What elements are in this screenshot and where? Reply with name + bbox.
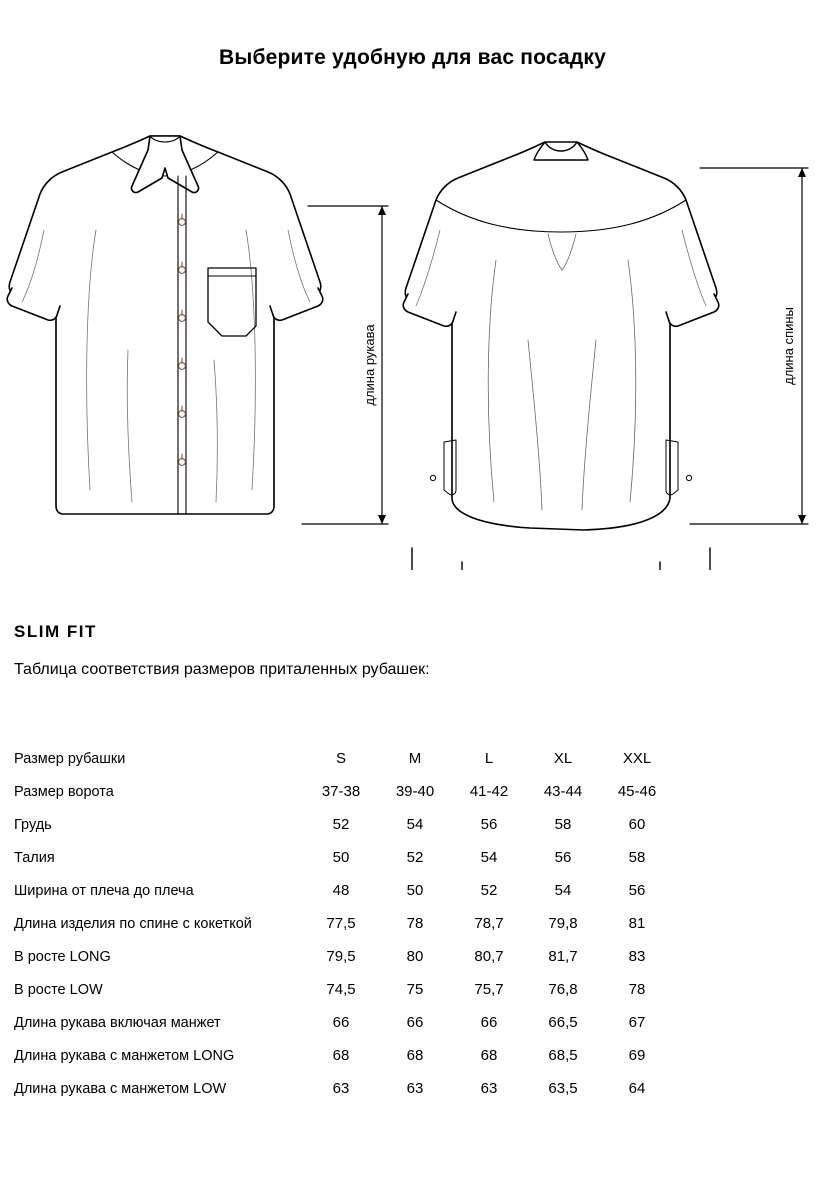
cell-value: 45-46 bbox=[617, 783, 657, 800]
cell-value: 41-42 bbox=[469, 783, 509, 800]
cell-value: 75,7 bbox=[474, 981, 504, 998]
cell-value: 50 bbox=[332, 849, 350, 866]
row-label: Длина изделия по спине с кокеткой bbox=[14, 915, 252, 932]
cell-value: 66 bbox=[332, 1014, 350, 1031]
cell-value: 68 bbox=[406, 1047, 424, 1064]
cell-value: 81,7 bbox=[548, 948, 578, 965]
cell-value: 64 bbox=[628, 1080, 646, 1097]
table-col-xl: XL bbox=[553, 750, 573, 767]
cell-value: 74,5 bbox=[326, 981, 356, 998]
cell-value: 63 bbox=[332, 1080, 350, 1097]
cell-value: 54 bbox=[554, 882, 572, 899]
cell-value: 68 bbox=[480, 1047, 498, 1064]
cell-value: 79,5 bbox=[326, 948, 356, 965]
cell-value: 76,8 bbox=[548, 981, 578, 998]
row-label: Грудь bbox=[14, 816, 52, 833]
table-row bbox=[14, 841, 674, 874]
cell-value: 63,5 bbox=[548, 1080, 578, 1097]
table-row bbox=[14, 874, 674, 907]
cell-value: 80 bbox=[406, 948, 424, 965]
cell-value: 66,5 bbox=[548, 1014, 578, 1031]
table-header-label: Размер рубашки bbox=[14, 750, 126, 767]
size-table bbox=[14, 742, 674, 1105]
cell-value: 79,8 bbox=[548, 915, 578, 932]
cell-value: 80,7 bbox=[474, 948, 504, 965]
back-dimension-label: длина спины bbox=[781, 307, 796, 385]
table-header-row bbox=[14, 742, 674, 775]
page-title: Выберите удобную для вас посадку bbox=[218, 46, 607, 69]
cell-value: 69 bbox=[628, 1047, 646, 1064]
cell-value: 54 bbox=[480, 849, 498, 866]
cell-value: 56 bbox=[480, 816, 498, 833]
row-label: Длина рукава включая манжет bbox=[14, 1014, 221, 1031]
table-row bbox=[14, 940, 674, 973]
cell-value: 78 bbox=[406, 915, 424, 932]
cell-value: 77,5 bbox=[326, 915, 356, 932]
cell-value: 50 bbox=[406, 882, 424, 899]
cell-value: 39-40 bbox=[395, 783, 435, 800]
cell-value: 66 bbox=[406, 1014, 424, 1031]
cell-value: 54 bbox=[406, 816, 424, 833]
fit-description: Таблица соответствия размеров приталенных рубашек: bbox=[14, 661, 430, 678]
cell-value: 56 bbox=[554, 849, 572, 866]
cell-value: 81 bbox=[628, 915, 646, 932]
table-row bbox=[14, 907, 674, 940]
cell-value: 58 bbox=[628, 849, 646, 866]
table-col-l: L bbox=[484, 750, 494, 767]
row-label: В росте LONG bbox=[14, 948, 111, 965]
row-label: Длина рукава с манжетом LOW bbox=[14, 1080, 227, 1097]
cell-value: 52 bbox=[332, 816, 350, 833]
row-label: Ширина от плеча до плеча bbox=[14, 882, 194, 899]
cell-value: 78,7 bbox=[474, 915, 504, 932]
cell-value: 78 bbox=[628, 981, 646, 998]
cell-value: 63 bbox=[406, 1080, 424, 1097]
sleeve-dimension-label: длина рукава bbox=[362, 324, 377, 406]
table-row bbox=[14, 808, 674, 841]
cell-value: 37-38 bbox=[321, 783, 361, 800]
cell-value: 48 bbox=[332, 882, 350, 899]
cell-value: 63 bbox=[480, 1080, 498, 1097]
back-shirt-group bbox=[403, 142, 719, 570]
table-col-m: M bbox=[408, 750, 422, 767]
cell-value: 60 bbox=[628, 816, 646, 833]
table-col-s: S bbox=[335, 750, 346, 767]
front-shirt-group bbox=[7, 136, 323, 514]
table-row bbox=[14, 1039, 674, 1072]
table-row bbox=[14, 973, 674, 1006]
table-row bbox=[14, 775, 674, 808]
row-label: Талия bbox=[14, 849, 55, 866]
cell-value: 52 bbox=[480, 882, 498, 899]
cell-value: 66 bbox=[480, 1014, 498, 1031]
cell-value: 56 bbox=[628, 882, 646, 899]
shirt-illustration bbox=[0, 110, 825, 570]
row-label: В росте LOW bbox=[14, 981, 103, 998]
cell-value: 43-44 bbox=[543, 783, 583, 800]
cell-value: 68 bbox=[332, 1047, 350, 1064]
cell-value: 52 bbox=[406, 849, 424, 866]
fit-name: SLIM FIT bbox=[14, 622, 97, 641]
cell-value: 67 bbox=[628, 1014, 646, 1031]
cell-value: 83 bbox=[628, 948, 646, 965]
row-label: Длина рукава с манжетом LONG bbox=[14, 1047, 235, 1064]
cell-value: 75 bbox=[406, 981, 424, 998]
row-label: Размер ворота bbox=[14, 783, 114, 800]
table-col-xxl: XXL bbox=[622, 750, 652, 767]
cell-value: 58 bbox=[554, 816, 572, 833]
table-row bbox=[14, 1072, 674, 1105]
table-row bbox=[14, 1006, 674, 1039]
cell-value: 68,5 bbox=[548, 1047, 578, 1064]
